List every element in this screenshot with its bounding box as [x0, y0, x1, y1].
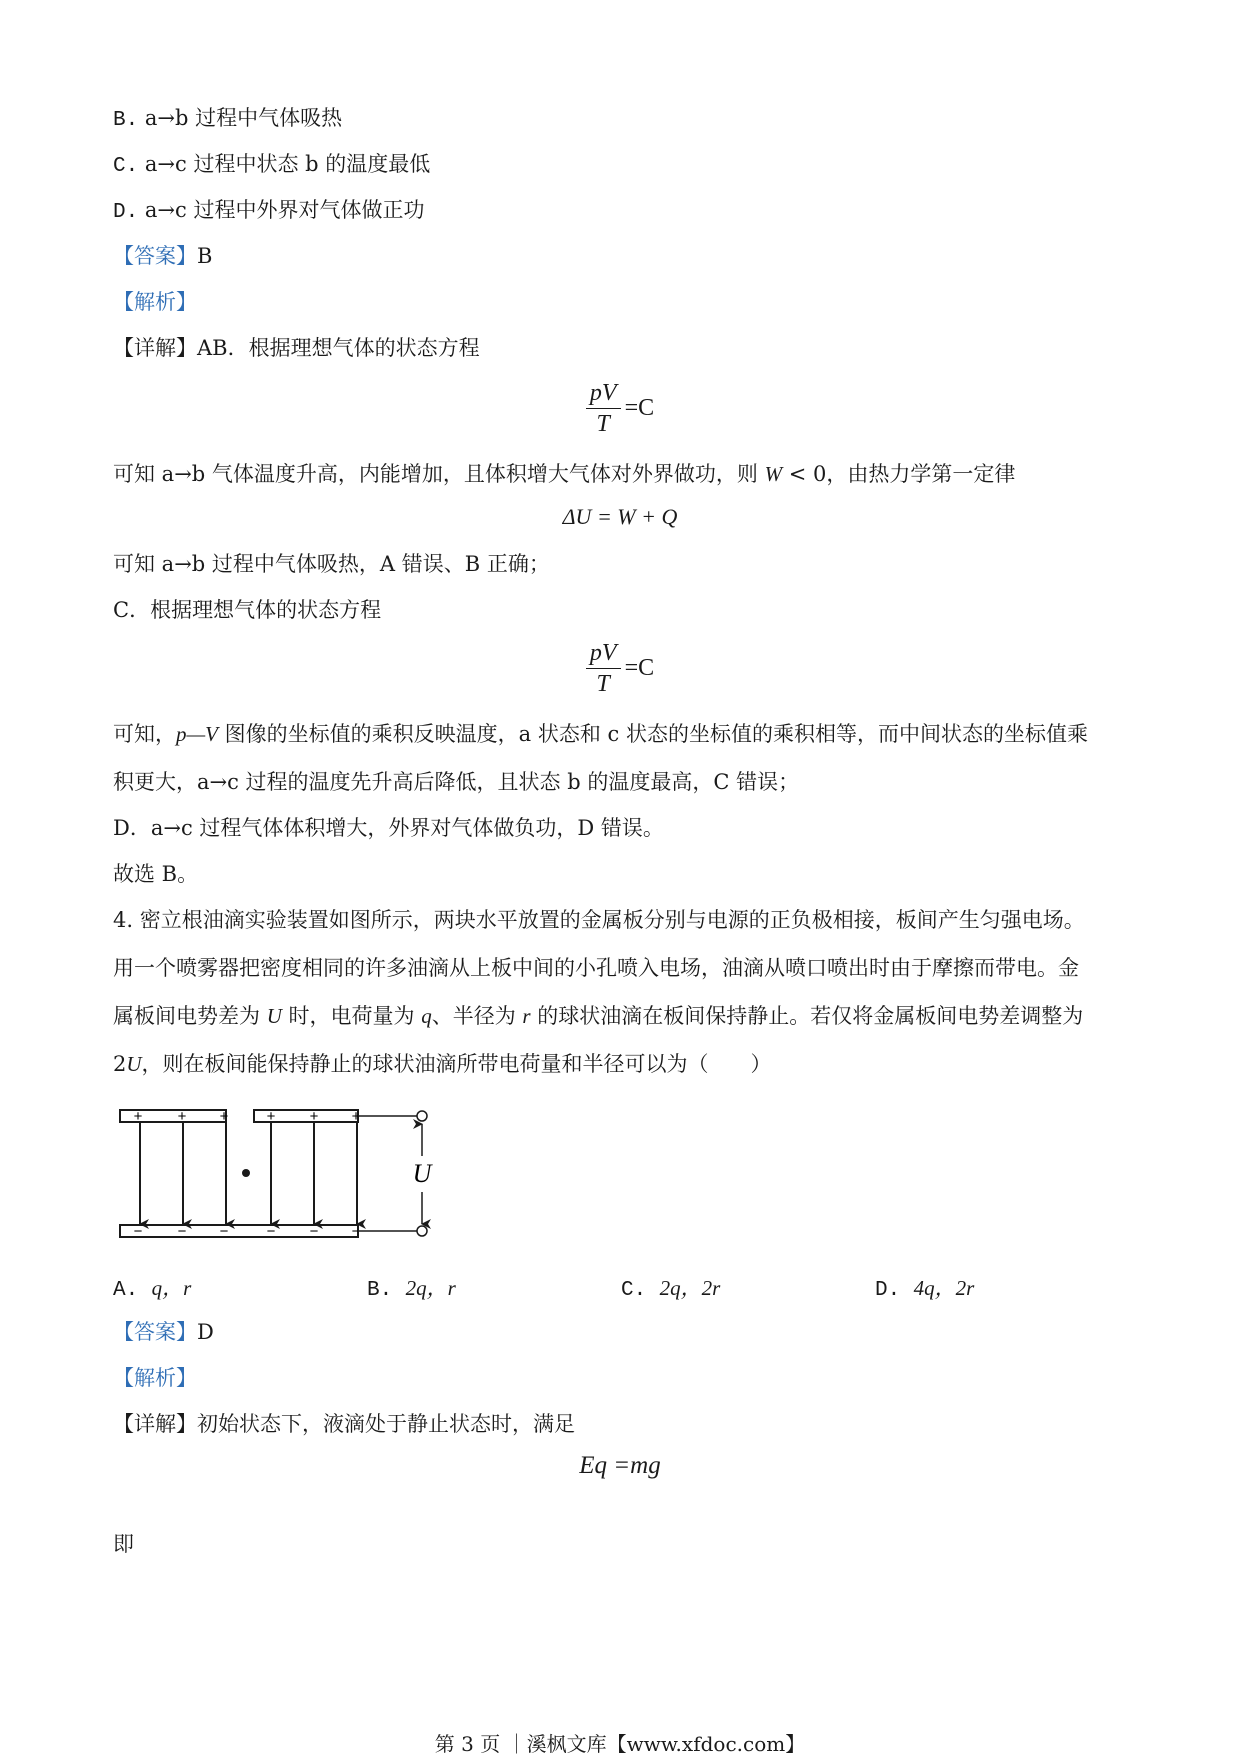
oil-drop-apparatus-figure [108, 1100, 432, 1250]
fraction: $\frac{pV}{T}$ [586, 638, 621, 699]
oil-drop [242, 1169, 250, 1177]
q4-stem-line-2: 用一个喷雾器把密度相同的许多油滴从上板中间的小孔喷入电场，油滴从喷口喷出时由于摩擦而带电。金 [113, 956, 1079, 980]
q3-detail: 【详解】AB．根据理想气体的状态方程 [113, 336, 480, 360]
voltage-label: U [412, 1159, 432, 1188]
q4-stem-line-3: 属板间电势差为 U 时，电荷量为 q、半径为 r 的球状油滴在板间保持静止。若仅将金属板间电势差调整为 [113, 1004, 1084, 1028]
q3-equation-state-2: $\frac{pV}{T}$ =C [0, 638, 1240, 699]
minus-sign: − [219, 1223, 229, 1240]
q3-paragraph-5: 可知，p—V 图像的坐标值的乘积反映温度，a 状态和 c 状态的坐标值的乘积相等，而中间状态的坐标值乘 [113, 722, 1088, 746]
q4-choice-d: D. 4q，2r [875, 1276, 975, 1302]
q3-paragraph-7: D．a→c 过程气体体积增大，外界对气体做负功，D 错误。 [113, 816, 664, 840]
q4-detail: 【详解】初始状态下，液滴处于静止状态时，满足 [113, 1412, 575, 1436]
q3-paragraph-6: 积更大，a→c 过程的温度先升高后降低，且状态 b 的温度最高，C 错误； [113, 770, 800, 794]
q3-analysis-tag: 【解析】 [113, 290, 197, 314]
q3-paragraph-8: 故选 B。 [113, 862, 199, 886]
minus-sign: − [309, 1223, 319, 1240]
q3-answer: 【答案】B [113, 244, 213, 268]
q4-choice-c: C. 2q，2r [621, 1276, 721, 1302]
plus-sign: + [309, 1108, 319, 1125]
plus-sign: + [351, 1108, 361, 1125]
q4-answer: 【答案】D [113, 1320, 214, 1344]
plus-sign: + [133, 1108, 143, 1125]
q4-choice-a: A. q，r [113, 1276, 192, 1302]
q4-analysis-tag: 【解析】 [113, 1366, 197, 1390]
q4-equation-balance: Eq =mg [579, 1452, 661, 1479]
minus-sign: − [266, 1223, 276, 1240]
minus-sign: − [177, 1223, 187, 1240]
bottom-plate [120, 1225, 358, 1237]
q3-equation-state: $\frac{pV}{T}$ =C [0, 378, 1240, 439]
q3-paragraph-3: 可知 a→b 过程中气体吸热，A 错误、B 正确； [113, 552, 550, 576]
q4-choice-b: B. 2q，r [367, 1276, 456, 1302]
option-d: D. a→c 过程中外界对气体做正功 [113, 198, 425, 224]
minus-sign: − [133, 1223, 143, 1240]
q4-stem-line-1: 4. 密立根油滴实验装置如图所示，两块水平放置的金属板分别与电源的正负极相接，板间产生匀强电场。 [113, 908, 1085, 932]
fraction: $\frac{pV}{T}$ [586, 378, 621, 439]
terminal-top [417, 1111, 427, 1121]
option-c: C. a→c 过程中状态 b 的温度最低 [113, 152, 431, 178]
minus-sign: − [351, 1223, 361, 1240]
option-b: B. a→b 过程中气体吸热 [113, 106, 343, 132]
q3-paragraph-4: C．根据理想气体的状态方程 [113, 598, 382, 622]
q3-paragraph-2: 可知 a→b 气体温度升高，内能增加，且体积增大气体对外界做功，则 W < 0，由热力学第一定律 [113, 462, 1016, 486]
page-footer: 第 3 页 ｜溪枫文库【www.xfdoc.com】 [434, 1732, 806, 1756]
plus-sign: + [219, 1108, 229, 1125]
plus-sign: + [266, 1108, 276, 1125]
terminal-bottom [417, 1226, 427, 1236]
q4-stem-line-4: 2U，则在板间能保持静止的球状油滴所带电荷量和半径可以为（ ） [113, 1052, 772, 1076]
q4-tail: 即 [113, 1532, 134, 1556]
q3-equation-first-law: ΔU = W + Q [562, 504, 678, 529]
plus-sign: + [177, 1108, 187, 1125]
